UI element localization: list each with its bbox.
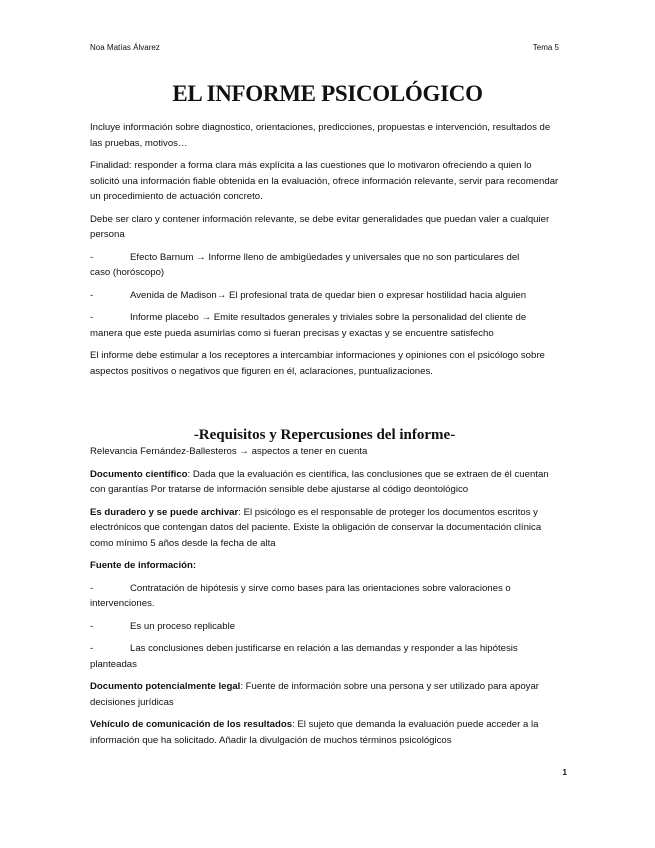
- document-body: [90, 120, 559, 755]
- page-number: 1: [562, 768, 567, 777]
- requirement-text: : Fuente de información sobre una persona y ser utilizado para apoyar decisiones jurídicas: [90, 681, 539, 708]
- source-bullet-hypothesis: [90, 581, 559, 612]
- header-author: Noa Matías Álvarez: [90, 43, 160, 52]
- bullet-dash: -: [90, 312, 94, 323]
- bullet-text: Avenida de Madison→ El profesional trata de quedar bien o expresar hostilidad hacia alguien: [130, 289, 527, 301]
- bullet-item-barnum: [90, 250, 559, 281]
- requirement-legal: [90, 679, 559, 710]
- bullet-text: Las conclusiones deben justificarse en relación a las demandas y responder a las hipótesis: [130, 643, 518, 654]
- source-bullet-conclusions: [90, 641, 559, 672]
- requirement-label: Fuente de información: [90, 560, 193, 571]
- requirement-scientific: [90, 467, 559, 498]
- intro-paragraph-2: Finalidad: responder a forma clara más explícita a las cuestiones que lo motivaron ofreciendo a quien lo solicitó una información fiable obtenida en la evaluación, ofrece información relevante, servir para recomendar un procedimiento de actuación concreto.: [90, 160, 559, 202]
- bullet-item-madison: [90, 288, 559, 304]
- document-title: EL INFORME PSICOLÓGICO: [172, 81, 483, 106]
- intro-paragraph-4: El informe debe estimular a los receptores a intercambiar informaciones y opiniones con el psicólogo sobre aspectos positivos o negativos que figuren en él, aclaraciones, puntualizaciones.: [90, 350, 545, 377]
- bullet-continuation: caso (horóscopo): [90, 267, 165, 278]
- requirement-text: :: [192, 560, 197, 571]
- intro-paragraph-1: Incluye información sobre diagnostico, orientaciones, predicciones, propuestas e intervención, resultados de las pruebas, motivos…: [90, 122, 551, 149]
- page-header: [90, 40, 559, 52]
- section-title: -Requisitos y Repercusiones del informe-: [193, 427, 456, 443]
- bullet-dash: -: [90, 620, 94, 632]
- requirement-communication: [90, 717, 559, 748]
- source-bullet-replicable: [90, 619, 559, 635]
- bullet-continuation: manera que este pueda asumirlas como si fueran precisas y exactas y se encuentre satisfecho: [90, 327, 494, 339]
- bullet-item-placebo: [90, 310, 559, 341]
- requirement-archivable: [90, 505, 559, 552]
- bullet-continuation: intervenciones.: [90, 598, 155, 609]
- requirement-text: : El sujeto que demanda la evaluación puede acceder a la información que ha solicitado. Añadir la divulgación de muchos términos psicológicos: [90, 719, 539, 746]
- bullet-text: Es un proceso replicable: [130, 620, 236, 632]
- requirement-label: Documento potencialmente legal: [90, 681, 241, 692]
- intro-paragraph-3: Debe ser claro y contener información relevante, se debe evitar generalidades que puedan valer a cualquier persona: [90, 213, 550, 240]
- requirement-label: Vehículo de comunicación de los resultados: [90, 719, 293, 730]
- header-topic: Tema 5: [532, 43, 559, 52]
- requirement-source: [90, 558, 559, 574]
- bullet-dash: -: [90, 643, 94, 654]
- section-lead: Relevancia Fernández-Ballesteros → aspectos a tener en cuenta: [90, 446, 368, 457]
- bullet-dash: -: [90, 251, 94, 263]
- requirement-text: : Dada que la evaluación es científica, las conclusiones que se extraen de él cuentan con garantías Por tratarse de información sensible debe ajustarse al código deontológico: [90, 468, 549, 495]
- requirement-label: Documento científico: [90, 468, 188, 480]
- requirement-text: : El psicólogo es el responsable de proteger los documentos escritos y electrónicos que contengan datos del paciente. Existe la obligación de conservar la documentación clínica como mínimo 5 años desde la fecha de alta: [90, 506, 542, 549]
- bullet-text: Informe placebo → Emite resultados generales y triviales sobre la personalidad del cliente de: [130, 312, 527, 323]
- bullet-dash: -: [90, 289, 94, 301]
- bullet-text: Efecto Barnum → Informe lleno de ambigüedades y universales que no son particulares del: [130, 251, 520, 263]
- bullet-text: Contratación de hipótesis y sirve como bases para las orientaciones sobre valoraciones o: [130, 582, 511, 594]
- requirement-label: Es duradero y se puede archivar: [90, 506, 239, 518]
- bullet-dash: -: [90, 582, 94, 594]
- bullet-continuation: planteadas: [90, 658, 137, 670]
